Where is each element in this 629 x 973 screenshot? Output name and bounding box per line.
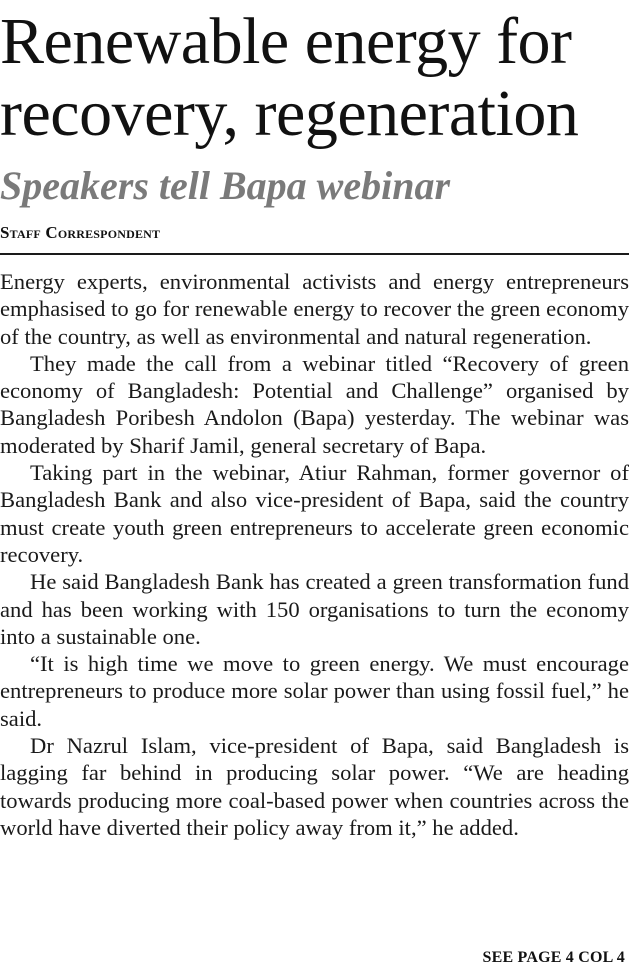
headline-line-2: recovery, regeneration <box>0 77 579 150</box>
body-paragraph: He said Bangladesh Bank has created a green transformation fund and has been working with 150 organisations to turn the economy into a sustainable one. <box>0 569 629 649</box>
byline: Staff Correspondent <box>0 223 161 242</box>
headline <box>0 6 629 150</box>
body-paragraph: Taking part in the webinar, Atiur Rahman, former governor of Bangladesh Bank and also vice-president of Bapa, said the country must create youth green entrepreneurs to accelerate green economic recovery. <box>0 460 629 567</box>
divider-rule <box>0 253 629 255</box>
body-paragraph: They made the call from a webinar titled “Recovery of green economy of Bangladesh: Potential and Challenge” organised by Bangladesh Poribesh Andolon (Bapa) yesterday. The webinar was moderated by Sharif Jamil, general secretary of Bapa. <box>0 350 629 458</box>
body-paragraph: Dr Nazrul Islam, vice-president of Bapa, said Bangladesh is lagging far behind in producing solar power. “We are heading towards producing more coal-based power when countries across the world have diverted their policy away from it,” he added. <box>0 733 629 840</box>
continuation-jump-line[interactable]: SEE PAGE 4 COL 4 <box>482 949 625 966</box>
body-paragraph: Energy experts, environmental activists and energy entrepreneurs emphasised to go for renewable energy to recover the green economy of the country, as well as environmental and natural regeneration. <box>0 269 629 349</box>
subheadline: Speakers tell Bapa webinar <box>0 163 451 208</box>
article-body <box>0 268 629 841</box>
body-paragraph: “It is high time we move to green energy. We must encourage entrepreneurs to produce more solar power than using fossil fuel,” he said. <box>0 651 629 731</box>
headline-line-1: Renewable energy for <box>0 5 572 78</box>
